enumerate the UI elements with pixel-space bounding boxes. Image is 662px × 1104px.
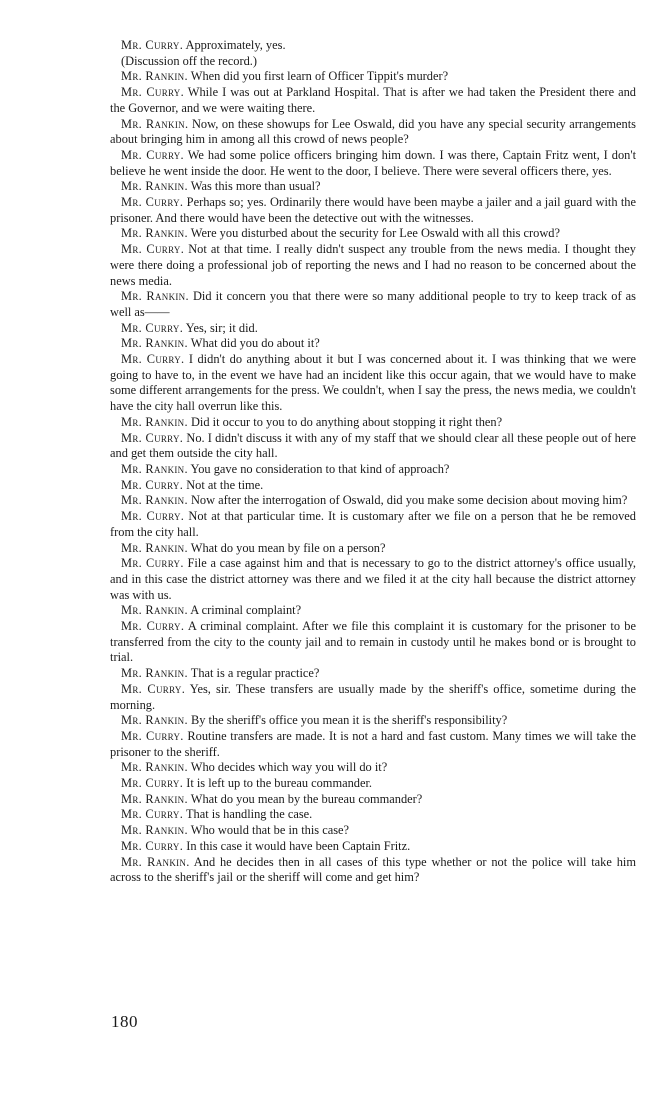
speaker-name: Mr. Curry.	[121, 85, 184, 100]
speech-text: That is handling the case.	[185, 807, 313, 822]
speaker-name: Mr. Rankin.	[121, 461, 188, 476]
speaker-name: Mr. Curry.	[121, 38, 184, 52]
speech-text: That is a regular practice?	[190, 666, 320, 681]
speech-text: A criminal complaint. After we file this complaint it is customary for the prisoner to be transferred from the city to the county jail and to remain in custody until he makes bond or is brought to trial.	[110, 619, 636, 665]
speaker-name: Mr. Curry.	[121, 619, 185, 634]
speaker-name: Mr. Rankin.	[121, 823, 188, 838]
speaker-name: Mr. Rankin.	[121, 414, 188, 429]
speaker-name: Mr. Rankin.	[121, 540, 188, 555]
speech-text: Not at that time. I really didn't suspect any trouble from the news media. I thought they were there doing a professional job of reporting the news and I had no reason to be concerned about the news media.	[110, 242, 636, 288]
speaker-name: Mr. Curry.	[121, 807, 184, 822]
testimony-paragraph	[110, 713, 636, 729]
speech-text: Who would that be in this case?	[190, 823, 350, 838]
speaker-name: Mr. Rankin.	[121, 666, 188, 681]
testimony-paragraph	[110, 289, 636, 320]
speaker-name: Mr. Curry.	[121, 776, 184, 791]
speaker-name: Mr. Curry.	[121, 147, 184, 162]
speaker-name: Mr. Curry.	[121, 681, 186, 696]
testimony-paragraph	[110, 823, 636, 839]
speech-text: Did it concern you that there were so many additional people to try to keep track of as well as——	[110, 289, 636, 319]
testimony-paragraph	[110, 556, 636, 603]
speech-text: Routine transfers are made. It is not a hard and fast custom. Many times we will take the prisoner to the sheriff.	[110, 728, 636, 759]
testimony-paragraph	[110, 760, 636, 776]
speech-text: Now, on these showups for Lee Oswald, did you have any special security arrangements about bringing him in among all this crowd of news people?	[110, 116, 636, 147]
speaker-name: Mr. Rankin.	[121, 226, 188, 241]
testimony-paragraph	[110, 807, 636, 823]
speech-text: Not at the time.	[186, 477, 264, 492]
speaker-name: Mr. Rankin.	[121, 493, 188, 508]
speaker-name: Mr. Rankin.	[121, 179, 188, 194]
testimony-paragraph	[110, 792, 636, 808]
speech-text: Now after the interrogation of Oswald, did you make some decision about moving him?	[190, 493, 628, 508]
testimony-paragraph	[110, 839, 636, 855]
speech-text: I didn't do anything about it but I was concerned about it. I was thinking that we were going to have to, in the event we have had an incident like this occur again, that we would have to make some different arrangements for the press. We couldn't, when I say the press, the news media, we couldn't have the city hall overrun like this.	[110, 352, 636, 414]
speech-text: In this case it would have been Captain Fritz.	[186, 838, 411, 853]
testimony-paragraph	[110, 336, 636, 352]
testimony-paragraph	[110, 666, 636, 682]
testimony-paragraph	[110, 431, 636, 462]
testimony-paragraph	[110, 509, 636, 540]
speaker-name: Mr. Rankin.	[121, 713, 188, 728]
testimony-paragraph	[110, 415, 636, 431]
testimony-paragraph	[110, 148, 636, 179]
testimony-paragraph	[110, 352, 636, 415]
speech-text: (Discussion off the record.)	[121, 53, 258, 68]
speaker-name: Mr. Rankin.	[121, 854, 190, 869]
testimony-paragraph	[110, 38, 636, 54]
speaker-name: Mr. Curry.	[121, 242, 185, 257]
transcript-body	[110, 38, 636, 886]
speech-text: Not at that particular time. It is customary after we file on a person that he be removed from the city hall.	[110, 509, 636, 539]
speech-text: Yes, sir; it did.	[185, 320, 258, 335]
speech-text: When did you first learn of Officer Tippit's murder?	[190, 69, 449, 84]
speech-text: You gave no consideration to that kind of approach?	[190, 461, 450, 476]
speech-text: What do you mean by file on a person?	[190, 540, 386, 555]
testimony-paragraph	[110, 69, 636, 85]
speaker-name: Mr. Curry.	[121, 195, 184, 210]
speech-text: Who decides which way you will do it?	[190, 760, 388, 775]
speaker-name: Mr. Curry.	[121, 838, 184, 853]
testimony-paragraph	[110, 729, 636, 760]
speaker-name: Mr. Curry.	[121, 477, 184, 492]
speaker-name: Mr. Rankin.	[121, 116, 189, 131]
speaker-name: Mr. Curry.	[121, 320, 184, 335]
testimony-paragraph	[110, 855, 636, 886]
speaker-name: Mr. Curry.	[121, 352, 185, 367]
testimony-paragraph	[110, 195, 636, 226]
speaker-name: Mr. Rankin.	[121, 760, 188, 775]
speech-text: No. I didn't discuss it with any of my staff that we should clear all these people out of here and get them outside the city hall.	[110, 430, 636, 461]
testimony-paragraph	[110, 242, 636, 289]
speaker-name: Mr. Rankin.	[121, 603, 188, 618]
testimony-paragraph	[110, 85, 636, 116]
testimony-paragraph	[110, 54, 636, 70]
testimony-paragraph	[110, 776, 636, 792]
speech-text: Perhaps so; yes. Ordinarily there would have been maybe a jailer and a jail guard with the prisoner. And there would have been the detective out with the witnesses.	[110, 195, 636, 225]
speech-text: Approximately, yes.	[185, 38, 286, 52]
speech-text: We had some police officers bringing him down. I was there, Captain Fritz went, I don't believe he went inside the door. He went to the door, I believe. There were several officers there, yes.	[110, 147, 637, 178]
speech-text: Did it occur to you to do anything about stopping it right then?	[190, 414, 503, 429]
testimony-paragraph	[110, 541, 636, 557]
speech-text: Yes, sir. These transfers are usually made by the sheriff's office, sometime during the morning.	[110, 681, 636, 712]
speaker-name: Mr. Rankin.	[121, 289, 189, 304]
speaker-name: Mr. Curry.	[121, 430, 184, 445]
speech-text: Was this more than usual?	[190, 179, 321, 194]
speaker-name: Mr. Curry.	[121, 556, 184, 571]
speech-text: What did you do about it?	[190, 336, 320, 351]
testimony-paragraph	[110, 478, 636, 494]
speaker-name: Mr. Rankin.	[121, 791, 188, 806]
testimony-paragraph	[110, 179, 636, 195]
speech-text: And he decides then in all cases of this type whether or not the police will take him across to the sheriff's jail or the sheriff will come and get him?	[110, 854, 636, 885]
speech-text: A criminal complaint?	[190, 603, 302, 618]
speaker-name: Mr. Curry.	[121, 728, 184, 743]
speaker-name: Mr. Rankin.	[121, 69, 188, 84]
speech-text: Were you disturbed about the security for Lee Oswald with all this crowd?	[190, 226, 560, 241]
testimony-paragraph	[110, 682, 636, 713]
speaker-name: Mr. Rankin.	[121, 336, 188, 351]
testimony-paragraph	[110, 117, 636, 148]
testimony-paragraph	[110, 321, 636, 337]
testimony-paragraph	[110, 493, 636, 509]
testimony-paragraph	[110, 226, 636, 242]
testimony-paragraph	[110, 603, 636, 619]
page-number: 180	[111, 1012, 138, 1031]
testimony-paragraph	[110, 619, 636, 666]
speech-text: File a case against him and that is necessary to go to the district attorney's office usually, and in this case the district attorney was there and we filed it at the city hall because the district attorney was with us.	[110, 556, 636, 602]
speech-text: It is left up to the bureau commander.	[186, 776, 373, 791]
testimony-paragraph	[110, 462, 636, 478]
speech-text: By the sheriff's office you mean it is the sheriff's responsibility?	[190, 713, 508, 728]
speech-text: What do you mean by the bureau commander?	[190, 791, 423, 806]
speech-text: While I was out at Parkland Hospital. That is after we had taken the President there and the Governor, and we were waiting there.	[110, 85, 637, 115]
speaker-name: Mr. Curry.	[121, 509, 185, 524]
